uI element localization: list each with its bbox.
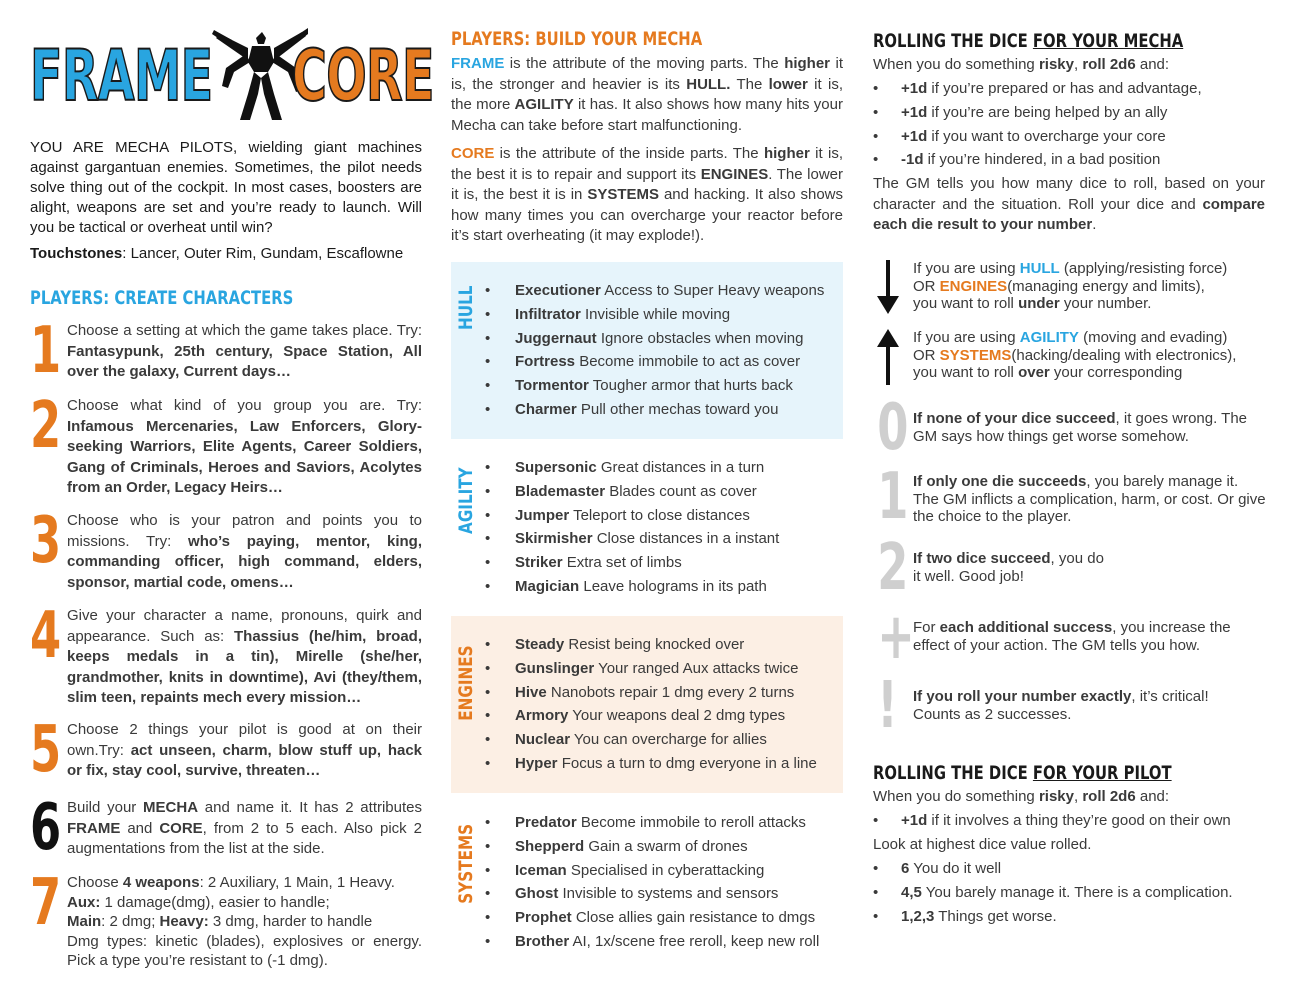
- agility-list: [485, 456, 779, 599]
- agility-augmentations: [451, 455, 843, 605]
- result-glyph: 1: [877, 460, 909, 534]
- result-additional: + For each additional success, you increase the effect of your action. The GM tells you how.: [877, 600, 1231, 674]
- engines-augmentations: [451, 616, 843, 793]
- step-6: 6 Build your MECHA and name it. It has 2 attributes FRAME and CORE, from 2 to 5 each. Also pick 2 augmentations from the list at the side.: [30, 791, 423, 865]
- game-title: [30, 28, 434, 128]
- aug-tormentor: • Tormentor Tougher armor that hurts back: [485, 374, 824, 398]
- modifier-item: • +1d if it involves a thing they’re good on their own: [873, 809, 1231, 833]
- engines-list: [485, 633, 817, 776]
- aug-gunslinger: • Gunslinger Your ranged Aux attacks twice: [485, 657, 817, 681]
- step-4: [30, 599, 422, 709]
- arrow-up-icon: [875, 329, 901, 385]
- step-number: 6: [30, 791, 62, 865]
- exclamation-icon: !: [877, 669, 898, 743]
- engines-label: ENGINES: [455, 645, 477, 721]
- aug-charmer: • Charmer Pull other mechas toward you: [485, 398, 824, 422]
- agility-label: AGILITY: [455, 467, 477, 534]
- step-options: Infamous Mercenaries, Law Enforcers, Glory-seeking Warriors, Elite Agents, Career Soldiers, Gang of Criminals, Heroes and Saviors, Acolytes from an Order, Legacy Heirs…: [67, 417, 422, 496]
- aug-magician: • Magician Leave holograms in its path: [485, 575, 779, 599]
- title-frame: FRAME: [30, 35, 213, 117]
- aug-skirmisher: • Skirmisher Close distances in a instant: [485, 527, 779, 551]
- hull-label: HULL: [455, 285, 477, 330]
- mecha-roll-heading: ROLLING THE DICE FOR YOUR MECHA: [873, 30, 1184, 52]
- aug-brother: • Brother AI, 1x/scene free reroll, keep new roll: [485, 930, 819, 954]
- step-5: [30, 713, 423, 787]
- aug-ghost: • Ghost Invisible to systems and sensors: [485, 882, 819, 906]
- aug-infiltrator: • Infiltrator Invisible while moving: [485, 303, 824, 327]
- aug-steady: • Steady Resist being knocked over: [485, 633, 817, 657]
- pilot-look-text: Look at highest dice value rolled.: [873, 836, 1092, 853]
- gm-dice-paragraph: The GM tells you how many dice to roll, based on your character and the situation. Roll your dice and compare each die result to your number.: [873, 175, 1265, 233]
- step-options: act unseen, charm, blow stuff up, hack or fix, stay cool, survive, threaten…: [67, 741, 423, 779]
- intro-text: YOU ARE MECHA PILOTS, wielding giant machines against gargantuan enemies. Sometimes, the pilot needs solve thing out of the cockpit. In most cases, boosters are alight, weapons are set and you’re ready to launch. Will you be tactical or overheat until win?: [30, 139, 422, 236]
- step-number: 7: [30, 866, 62, 940]
- pilot-results: [873, 857, 1233, 928]
- result-zero: 0 If none of your dice succeed, it goes wrong. The GM says how things get worse somehow.: [877, 391, 1248, 465]
- aug-shepperd: • Shepperd Gain a swarm of drones: [485, 835, 819, 859]
- step-options: Fantasypunk, 25th century, Space Station, All over the galaxy, Current days…: [67, 342, 422, 380]
- pilot-result-item: • 1,2,3 Things get worse.: [873, 905, 1233, 929]
- step-3: [30, 504, 422, 593]
- aug-blademaster: • Blademaster Blades count as cover: [485, 480, 779, 504]
- step-2: [30, 389, 422, 499]
- result-one: 1 If only one die succeeds, you barely manage it. The GM inflicts a complication, harm, or cost. Or give the choice to the player.: [877, 460, 1266, 534]
- pilot-roll-lead: When you do something risky, roll 2d6 and:: [873, 788, 1170, 805]
- touchstones-label: Touchstones: [30, 245, 123, 262]
- step-number: 5: [30, 713, 62, 787]
- column-characters: [30, 0, 434, 1000]
- step-text: Choose who is your patron and points you to missions. Try:: [67, 512, 422, 550]
- title-core: CORE: [292, 35, 434, 117]
- systems-label: SYSTEMS: [455, 823, 477, 904]
- step-7: 7 Choose 4 weapons: 2 Auxiliary, 1 Main, 1 Heavy. Aux: 1 damage(dmg), easier to handle; Main: 2 dmg; Heavy: 3 dmg, harder to handle Dmg types: kinetic (blades), explosives or energy. Pick a type you’re resistant to (-1 dmg).: [30, 866, 422, 970]
- step-number: 1: [30, 314, 62, 388]
- aug-prophet: • Prophet Close allies gain resistance to dmgs: [485, 906, 819, 930]
- core-paragraph: CORE is the attribute of the inside parts. The higher it is, the best it is to repair and support its ENGINES. The lower it is, the best it is in SYSTEMS and hacking. It also shows how many times you can overcharge your reactor before it’s start overheating (it may explode!).: [451, 145, 843, 244]
- pilot-modifier: [873, 809, 1231, 833]
- aug-supersonic: • Supersonic Great distances in a turn: [485, 456, 779, 480]
- core-keyword: CORE: [159, 819, 203, 837]
- touchstones-list: : Lancer, Outer Rim, Gundam, Escaflowne: [122, 245, 404, 262]
- plus-icon: +: [877, 600, 915, 674]
- dice-modifiers: [873, 77, 1202, 172]
- mecha-roll-lead: When you do something risky, roll 2d6 and:: [873, 56, 1170, 73]
- roll-under-rule: If you are using HULL (applying/resisting force) OR ENGINES(managing energy and limits), you want to roll under your number.: [873, 260, 1266, 313]
- aug-executioner: • Executioner Access to Super Heavy weapons: [485, 279, 824, 303]
- column-build-mecha: [451, 0, 844, 1000]
- modifier-item: • +1d if you’re are being helped by an ally: [873, 101, 1202, 125]
- modifier-item: • +1d if you want to overcharge your core: [873, 125, 1202, 149]
- step-number: 3: [30, 504, 62, 578]
- frame-paragraph: FRAME is the attribute of the moving parts. The higher it is, the stronger and heavier is its HULL. The lower it is, the more AGILITY it has. It also shows how many hits your Mecha can take before start malfunctioning.: [451, 55, 843, 134]
- step-options: Thassius (he/him, broad, keeps medals in a tin), Mirelle (she/her, grandmother, knits in downtime), Avi (they/them, slim teen, repaints mech every mission…: [67, 627, 422, 706]
- step-text: Choose a setting at which the game takes place. Try:: [67, 322, 422, 339]
- pilot-result-item: • 4,5 You barely manage it. There is a complication.: [873, 881, 1233, 905]
- aug-armory: • Armory Your weapons deal 2 dmg types: [485, 704, 817, 728]
- frame-keyword: FRAME: [67, 819, 121, 837]
- mecha-keyword: MECHA: [143, 799, 199, 816]
- touchstones: [30, 245, 422, 262]
- roll-over-rule: If you are using AGILITY (moving and evading) OR SYSTEMS(hacking/dealing with electronics), you want to roll over your corresponding: [873, 329, 1266, 382]
- pilot-result-item: • 6 You do it well: [873, 857, 1233, 881]
- aug-hyper: • Hyper Focus a turn to dmg everyone in a line: [485, 752, 817, 776]
- result-glyph: 0: [877, 391, 909, 465]
- aug-iceman: • Iceman Specialised in cyberattacking: [485, 859, 819, 883]
- step-options: who’s paying, mentor, king, commanding officer, high command, elders, sponsor, martial code, omens…: [67, 532, 422, 591]
- modifier-item: • +1d if you’re prepared or has and advantage,: [873, 77, 1202, 101]
- build-mecha-heading: PLAYERS: BUILD YOUR MECHA: [451, 28, 703, 50]
- modifier-item: • -1d if you’re hindered, in a bad position: [873, 148, 1202, 172]
- pilot-roll-heading: ROLLING THE DICE FOR YOUR PILOT: [873, 762, 1172, 784]
- arrow-down-icon: [875, 260, 901, 316]
- hull-list: [485, 279, 824, 422]
- step-1: [30, 314, 422, 388]
- step-text: Choose what kind of you group you are. Try:: [67, 397, 422, 414]
- step-number: 2: [30, 389, 62, 463]
- aug-hive: • Hive Nanobots repair 1 dmg every 2 turns: [485, 681, 817, 705]
- result-critical: ! If you roll your number exactly, it’s critical! Counts as 2 successes.: [877, 669, 1209, 743]
- damage-types: Dmg types: kinetic (blades), explosives or energy. Pick a type you’re resistant to (-1 dmg).: [67, 932, 422, 970]
- systems-augmentations: [451, 810, 843, 960]
- step-text: Choose 2 things your pilot is good at on their own.Try:: [67, 721, 422, 759]
- result-glyph: 2: [877, 531, 909, 605]
- hull-augmentations: [451, 262, 843, 439]
- systems-list: [485, 811, 819, 954]
- aug-striker: • Striker Extra set of limbs: [485, 551, 779, 575]
- aug-nuclear: • Nuclear You can overcharge for allies: [485, 728, 817, 752]
- aug-juggernaut: • Juggernaut Ignore obstacles when moving: [485, 327, 824, 351]
- aug-fortress: • Fortress Become immobile to act as cover: [485, 350, 824, 374]
- step-number: 4: [30, 599, 62, 673]
- step-text: Give your character a name, pronouns, quirk and appearance. Such as:: [67, 607, 422, 645]
- aug-jumper: • Jumper Teleport to close distances: [485, 504, 779, 528]
- column-rolling: [873, 0, 1266, 1000]
- result-two: 2 If two dice succeed, you do it well. Good job!: [877, 531, 1104, 605]
- aug-predator: • Predator Become immobile to reroll attacks: [485, 811, 819, 835]
- create-characters-heading: PLAYERS: CREATE CHARACTERS: [30, 287, 294, 309]
